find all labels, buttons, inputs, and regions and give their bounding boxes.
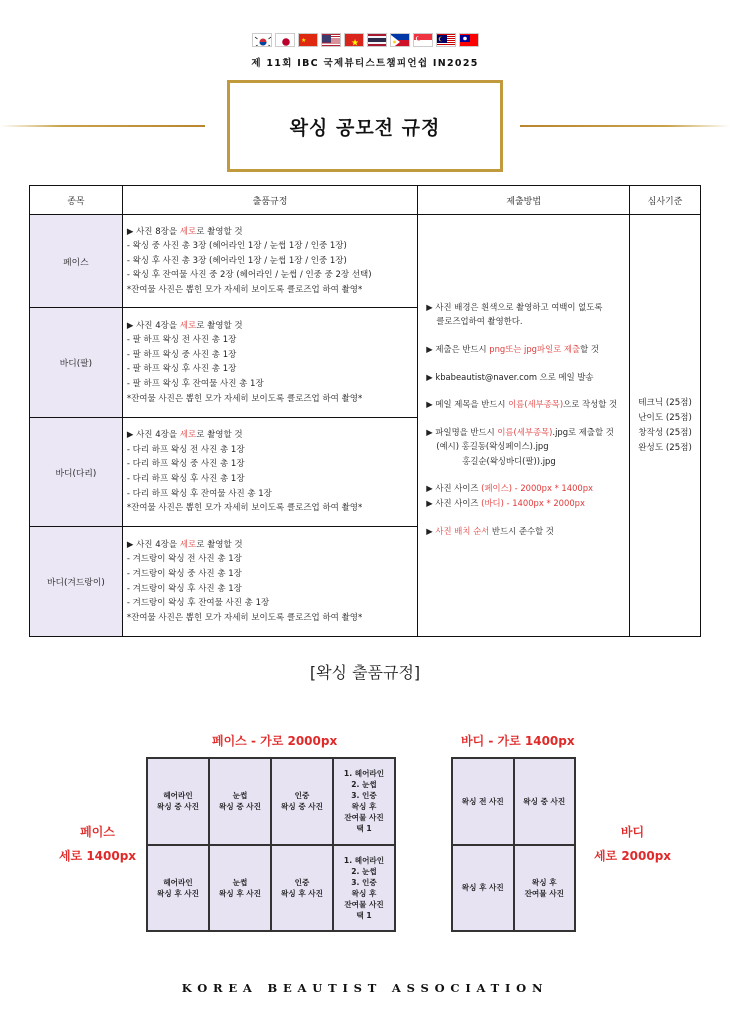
body-layout-cell: 왁싱 중 사진 [514,758,576,845]
rule-line: - 팔 하프 왁싱 전 사진 총 1장 [126,335,237,346]
face-layout-cell: 인중 왁싱 후 사진 [271,845,333,932]
philippines-flag-icon [390,33,410,47]
title-frame [227,80,503,172]
thailand-flag-icon [367,33,387,47]
rule-note: *잔여물 사진은 뽑힌 모가 자세히 보이도록 클로즈업 하여 촬영* [126,503,363,514]
face-side-label [50,820,145,868]
body-layout-grid [451,757,576,932]
table-row [30,215,701,308]
svg-text:★: ★ [350,38,359,47]
body-grid-title: 바디 - 가로 1400px [461,734,575,748]
vietnam-flag-icon [344,33,364,47]
method-file-format: ▶ 제출은 반드시 png또는 jpg파일로 제출할 것 [426,343,599,354]
body-side-name: 바디 [620,825,645,839]
japan-flag-icon [275,33,295,47]
rule-line: - 겨드랑이 왁싱 전 사진 총 1장 [126,554,242,565]
body-side-size: 세로 2000px [593,849,672,863]
rules-table [29,185,701,637]
gold-divider-left [0,125,205,127]
event-subtitle: 제 11회 IBC 국제뷰티스트챔피언쉽 IN2025 [251,58,479,69]
body-layout-cell: 왁싱 후 사진 [452,845,514,932]
rules-body-armpit: ▶ 사진 4장을 세로로 촬영할 것 - 겨드랑이 왁싱 전 사진 총 1장 - 겨드랑이 왁싱 중 사진 총 1장 - 겨드랑이 왁싱 후 사진 총 1장 - 겨드랑이 왁싱 후 잔여물 사진 총 1장 *잔여물 사진은 뽑힌 모가 자세히 보이도록 클로즈업 하여 촬영* [122,527,417,637]
usa-flag-icon [321,33,341,47]
face-grid-title: 페이스 - 가로 2000px [212,734,338,748]
face-layout-cell: 눈썹 왁싱 중 사진 [209,758,271,845]
table-header-row [30,186,701,215]
method-mail-subject: ▶ 메일 제목을 반드시 이름(세부종목)으로 작성할 것 [426,399,618,410]
rules-body-leg: ▶ 사진 4장을 세로로 촬영할 것 - 다리 하프 왁싱 전 사진 총 1장 - 다리 하프 왁싱 중 사진 총 1장 - 다리 하프 왁싱 후 사진 총 1장 - 다리 하프 왁싱 후 잔여물 사진 총 1장 *잔여물 사진은 뽑힌 모가 자세히 보이도록 클로즈업 하여 촬영* [122,417,417,527]
rule-line: - 팔 하프 왁싱 후 잔여물 사진 총 1장 [126,378,264,389]
header-method: 제출방법 [418,186,630,215]
header-category: 종목 [30,186,123,215]
singapore-flag-icon [413,33,433,47]
face-side-name: 페이스 [80,825,115,839]
method-size: ▶ 사진 사이즈 (페이스) - 2000px * 1400px ▶ 사진 사이즈 (바디) - 1400px * 2000px [426,483,594,509]
rule-line: - 다리 하프 왁싱 후 잔여물 사진 총 1장 [126,488,272,499]
criteria-item: 창작성 (25점) [638,427,692,438]
judging-criteria [630,215,701,637]
criteria-item: 난이도 (25점) [638,412,692,423]
face-layout-cell: 헤어라인 왁싱 후 사진 [147,845,209,932]
body-layout-cell: 왁싱 전 사진 [452,758,514,845]
header-criteria: 심사기준 [630,186,701,215]
rule-line: - 왁싱 후 사진 총 3장 (헤어라인 1장 / 눈썹 1장 / 인중 1장) [126,255,347,266]
rule-line: - 겨드랑이 왁싱 후 잔여물 사진 총 1장 [126,598,270,609]
submission-method [418,215,630,637]
rules-face: ▶ 사진 8장을 세로로 촬영할 것 - 왁싱 중 사진 총 3장 (헤어라인 1장 / 눈썹 1장 / 인중 1장) - 왁싱 후 사진 총 3장 (헤어라인 1장 / 눈썹 1장 / 인중 1장) - 왁싱 후 잔여물 사진 중 2장 (헤어라인 / 눈썹 / 인중 중 2장 선택) *잔여물 사진은 뽑힌 모가 자세히 보이도록 클로즈업 하여 촬영* [122,215,417,308]
flag-row [0,33,730,47]
rule-line: - 겨드랑이 왁싱 중 사진 총 1장 [126,569,242,580]
rule-line: - 팔 하프 왁싱 후 사진 총 1장 [126,364,237,375]
footer-association: KOREA BEAUTIST ASSOCIATION [181,981,549,995]
korea-flag-icon [252,33,272,47]
face-layout-cell: 헤어라인 왁싱 중 사진 [147,758,209,845]
criteria-item: 완성도 (25점) [638,442,692,453]
face-layout-cell: 1. 헤어라인 2. 눈썹 3. 인중 왁싱 후 잔여물 사진 택 1 [333,845,395,932]
rule-line: - 겨드랑이 왁싱 후 사진 총 1장 [126,583,242,594]
svg-text:★: ★ [300,37,306,44]
body-layout-cell: 왁싱 후 잔여물 사진 [514,845,576,932]
section-caption: [왁싱 출품규정] [309,663,421,682]
rule-line: - 다리 하프 왁싱 후 사진 총 1장 [126,474,245,485]
face-side-size: 세로 1400px [58,849,137,863]
gold-divider-right [520,125,730,127]
face-layout-grid [146,757,396,932]
criteria-item: 테크닉 (25점) [638,397,692,408]
method-background: ▶ 사진 배경은 흰색으로 촬영하고 여백이 없도록 클로즈업하여 촬영한다. [426,301,603,327]
method-layout-order: ▶ 사진 배치 순서 반드시 준수할 것 [426,525,554,536]
rules-body-arm: ▶ 사진 4장을 세로로 촬영할 것 - 팔 하프 왁싱 전 사진 총 1장 - 팔 하프 왁싱 중 사진 총 1장 - 팔 하프 왁싱 후 사진 총 1장 - 팔 하프 왁싱 후 잔여물 사진 총 1장 *잔여물 사진은 뽑힌 모가 자세히 보이도록 클로즈업 하여 촬영* [122,308,417,418]
page-title: 왁싱 공모전 규정 [289,116,441,139]
face-layout-cell: 인중 왁싱 중 사진 [271,758,333,845]
face-layout-cell: 1. 헤어라인 2. 눈썹 3. 인중 왁싱 후 잔여물 사진 택 1 [333,758,395,845]
malaysia-flag-icon [436,33,456,47]
body-side-label [585,820,680,868]
method-file-name: ▶ 파일명을 반드시 이름(세부종목).jpg로 제출할 것 (예시) 홍길동(왁싱페이스).jpg 홍길순(왁싱바디(팔)).jpg [426,426,614,466]
category-face: 페이스 [30,215,123,308]
category-body-arm: 바디(팔) [30,308,123,418]
rule-note: *잔여물 사진은 뽑힌 모가 자세히 보이도록 클로즈업 하여 촬영* [126,393,363,404]
rule-note: *잔여물 사진은 뽑힌 모가 자세히 보이도록 클로즈업 하여 촬영* [126,612,363,623]
china-flag-icon [298,33,318,47]
category-body-armpit: 바디(겨드랑이) [30,527,123,637]
rule-note: *잔여물 사진은 뽑힌 모가 자세히 보이도록 클로즈업 하여 촬영* [126,284,363,295]
rule-line: - 팔 하프 왁싱 중 사진 총 1장 [126,349,237,360]
method-email: ▶ kbabeautist@naver.com 으로 메일 발송 [426,371,594,382]
category-body-leg: 바디(다리) [30,417,123,527]
rule-line: - 다리 하프 왁싱 전 사진 총 1장 [126,444,245,455]
rule-line: - 왁싱 후 잔여물 사진 중 2장 (헤어라인 / 눈썹 / 인중 중 2장 선택) [126,270,372,281]
header-rules: 출품규정 [122,186,417,215]
taiwan-flag-icon [459,33,479,47]
face-layout-cell: 눈썹 왁싱 후 사진 [209,845,271,932]
rule-line: - 다리 하프 왁싱 중 사진 총 1장 [126,459,245,470]
rule-line: - 왁싱 중 사진 총 3장 (헤어라인 1장 / 눈썹 1장 / 인중 1장) [126,241,347,252]
